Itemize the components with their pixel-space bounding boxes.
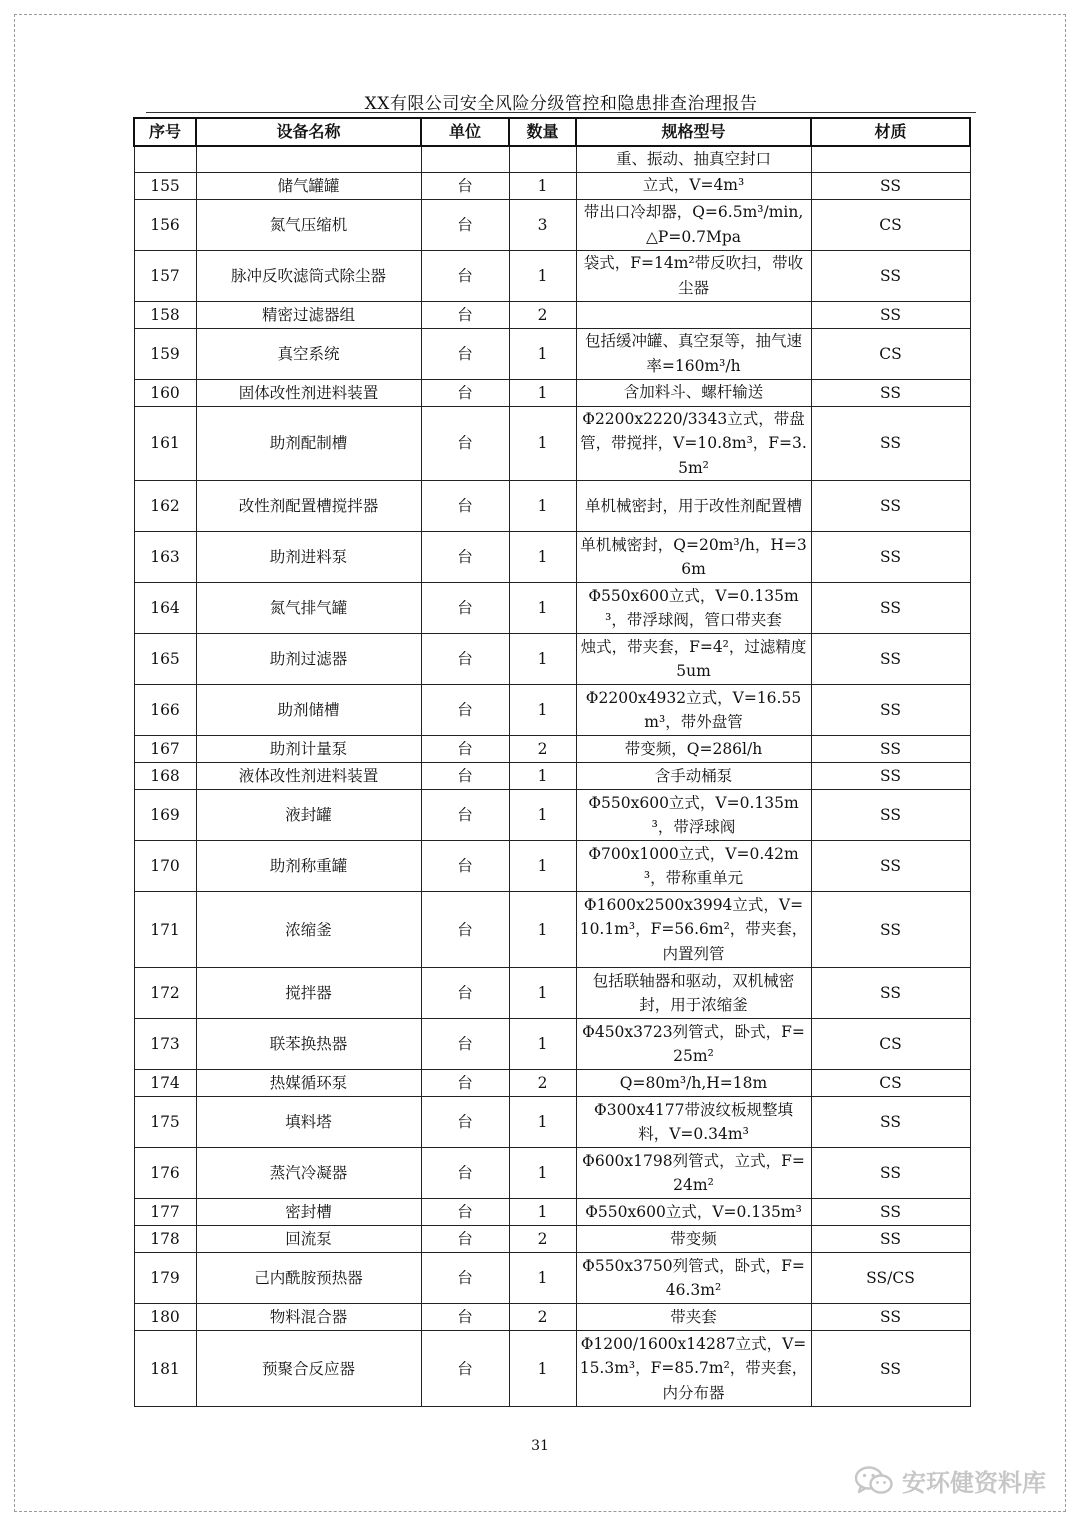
- row-no: 162: [134, 481, 196, 532]
- row-quantity: 2: [509, 1304, 576, 1331]
- row-no: 164: [134, 583, 196, 634]
- row-equipment-name: 预聚合反应器: [196, 1331, 421, 1407]
- row-no: 167: [134, 736, 196, 763]
- row-spec: 单机械密封，用于改性剂配置槽: [576, 481, 811, 532]
- row-spec: Φ1600x2500x3994立式，V=10.1m³，F=56.6m²，带夹套，内置列管: [576, 892, 811, 968]
- table-row: [134, 481, 970, 532]
- row-spec: Φ2200x4932立式，V=16.55m³，带外盘管: [576, 685, 811, 736]
- row-unit: 台: [421, 634, 509, 685]
- row-spec: Φ300x4177带波纹板规整填料，V=0.34m³: [576, 1097, 811, 1148]
- col-header-no: 序号: [134, 118, 196, 146]
- row-material: SS: [811, 763, 970, 790]
- row-no: 158: [134, 301, 196, 328]
- row-equipment-name: 蒸汽冷凝器: [196, 1148, 421, 1199]
- row-quantity: 1: [509, 968, 576, 1019]
- row-material: SS: [811, 301, 970, 328]
- row-no: 174: [134, 1070, 196, 1097]
- row-no: 172: [134, 968, 196, 1019]
- row-material: SS: [811, 968, 970, 1019]
- row-material: SS: [811, 1331, 970, 1407]
- row-unit: 台: [421, 841, 509, 892]
- row-spec: Φ550x600立式，V=0.135m³: [576, 1199, 811, 1226]
- row-no: 179: [134, 1253, 196, 1304]
- table-row: [134, 1331, 970, 1407]
- table-row: [134, 968, 970, 1019]
- row-no: 156: [134, 199, 196, 250]
- row-equipment-name: 真空系统: [196, 328, 421, 379]
- watermark-text: 安环健资料库: [902, 1469, 1046, 1497]
- row-spec: 带出口冷却器，Q=6.5m³/min,△P=0.7Mpa: [576, 199, 811, 250]
- row-material: SS: [811, 532, 970, 583]
- equipment-table: [133, 117, 971, 1407]
- table-row: [134, 685, 970, 736]
- table-row: [134, 790, 970, 841]
- row-material: SS: [811, 1097, 970, 1148]
- table-row: [134, 250, 970, 301]
- table-row: [134, 379, 970, 406]
- row-spec: Φ600x1798列管式，立式，F=24m²: [576, 1148, 811, 1199]
- document-title: XX有限公司安全风险分级管控和隐患排查治理报告: [364, 94, 758, 114]
- row-material: SS: [811, 583, 970, 634]
- row-material: SS: [811, 250, 970, 301]
- table-row: [134, 1070, 970, 1097]
- table-row: [134, 841, 970, 892]
- row-quantity: 2: [509, 1070, 576, 1097]
- row-spec: 单机械密封，Q=20m³/h，H=36m: [576, 532, 811, 583]
- row-unit: [421, 146, 509, 172]
- row-equipment-name: [196, 146, 421, 172]
- col-header-name: 设备名称: [196, 118, 421, 146]
- row-quantity: 1: [509, 634, 576, 685]
- table-row: [134, 146, 970, 172]
- row-no: 175: [134, 1097, 196, 1148]
- row-equipment-name: 搅拌器: [196, 968, 421, 1019]
- row-quantity: 1: [509, 379, 576, 406]
- row-no: 180: [134, 1304, 196, 1331]
- row-unit: 台: [421, 379, 509, 406]
- row-unit: 台: [421, 1331, 509, 1407]
- row-quantity: 2: [509, 301, 576, 328]
- row-quantity: 1: [509, 481, 576, 532]
- row-unit: 台: [421, 328, 509, 379]
- table-row: [134, 583, 970, 634]
- row-unit: 台: [421, 172, 509, 199]
- row-material: SS: [811, 790, 970, 841]
- row-no: 181: [134, 1331, 196, 1407]
- row-quantity: 1: [509, 841, 576, 892]
- row-spec: 带变频: [576, 1226, 811, 1253]
- row-equipment-name: 密封槽: [196, 1199, 421, 1226]
- row-no: 155: [134, 172, 196, 199]
- row-quantity: 1: [509, 763, 576, 790]
- row-quantity: 1: [509, 250, 576, 301]
- row-spec: 烛式，带夹套，F=4²，过滤精度5um: [576, 634, 811, 685]
- table-row: [134, 1019, 970, 1070]
- table-row: [134, 172, 970, 199]
- row-unit: 台: [421, 1199, 509, 1226]
- row-material: SS: [811, 1199, 970, 1226]
- row-equipment-name: 液体改性剂进料装置: [196, 763, 421, 790]
- row-equipment-name: 联苯换热器: [196, 1019, 421, 1070]
- row-unit: 台: [421, 199, 509, 250]
- table-row: [134, 328, 970, 379]
- col-header-material: 材质: [811, 118, 970, 146]
- row-unit: 台: [421, 1226, 509, 1253]
- row-quantity: 1: [509, 685, 576, 736]
- row-unit: 台: [421, 1148, 509, 1199]
- row-unit: 台: [421, 892, 509, 968]
- row-quantity: 2: [509, 1226, 576, 1253]
- row-spec: 包括缓冲罐、真空泵等，抽气速率=160m³/h: [576, 328, 811, 379]
- row-equipment-name: 助剂进料泵: [196, 532, 421, 583]
- table-row: [134, 634, 970, 685]
- row-equipment-name: 填料塔: [196, 1097, 421, 1148]
- row-no: 166: [134, 685, 196, 736]
- row-quantity: 2: [509, 736, 576, 763]
- row-unit: 台: [421, 481, 509, 532]
- row-quantity: 1: [509, 892, 576, 968]
- table-row: [134, 736, 970, 763]
- row-unit: 台: [421, 1304, 509, 1331]
- row-equipment-name: 精密过滤器组: [196, 301, 421, 328]
- table-row: [134, 301, 970, 328]
- row-material: SS: [811, 1304, 970, 1331]
- row-equipment-name: 脉冲反吹滤筒式除尘器: [196, 250, 421, 301]
- row-equipment-name: 助剂计量泵: [196, 736, 421, 763]
- row-equipment-name: 助剂过滤器: [196, 634, 421, 685]
- row-unit: 台: [421, 968, 509, 1019]
- row-spec: 带变频，Q=286l/h: [576, 736, 811, 763]
- row-quantity: 1: [509, 1148, 576, 1199]
- row-no: 178: [134, 1226, 196, 1253]
- row-spec: Φ550x600立式，V=0.135m³，带浮球阀: [576, 790, 811, 841]
- row-no: 170: [134, 841, 196, 892]
- wechat-icon: [854, 1465, 894, 1497]
- row-material: CS: [811, 1070, 970, 1097]
- row-no: 171: [134, 892, 196, 968]
- row-spec: 袋式，F=14m²带反吹扫，带收尘器: [576, 250, 811, 301]
- row-equipment-name: 热媒循环泵: [196, 1070, 421, 1097]
- table-row: [134, 1253, 970, 1304]
- row-material: SS: [811, 379, 970, 406]
- row-material: SS: [811, 736, 970, 763]
- row-equipment-name: 助剂配制槽: [196, 406, 421, 481]
- row-spec: Φ450x3723列管式，卧式，F=25m²: [576, 1019, 811, 1070]
- row-material: SS: [811, 406, 970, 481]
- row-material: SS/CS: [811, 1253, 970, 1304]
- row-spec: 重、振动、抽真空封口: [576, 146, 811, 172]
- row-quantity: 1: [509, 406, 576, 481]
- row-material: SS: [811, 685, 970, 736]
- row-equipment-name: 己内酰胺预热器: [196, 1253, 421, 1304]
- row-equipment-name: 浓缩釜: [196, 892, 421, 968]
- row-unit: 台: [421, 763, 509, 790]
- row-no: 169: [134, 790, 196, 841]
- row-spec: Φ550x600立式，V=0.135m³，带浮球阀，管口带夹套: [576, 583, 811, 634]
- row-unit: 台: [421, 685, 509, 736]
- row-no: [134, 146, 196, 172]
- row-unit: 台: [421, 406, 509, 481]
- row-no: 161: [134, 406, 196, 481]
- row-material: CS: [811, 328, 970, 379]
- row-unit: 台: [421, 532, 509, 583]
- row-spec: Φ700x1000立式，V=0.42m³，带称重单元: [576, 841, 811, 892]
- row-unit: 台: [421, 250, 509, 301]
- row-no: 159: [134, 328, 196, 379]
- row-unit: 台: [421, 1097, 509, 1148]
- row-no: 160: [134, 379, 196, 406]
- table-row: [134, 1226, 970, 1253]
- table-row: [134, 892, 970, 968]
- row-spec: 带夹套: [576, 1304, 811, 1331]
- row-quantity: [509, 146, 576, 172]
- row-no: 168: [134, 763, 196, 790]
- row-unit: 台: [421, 583, 509, 634]
- row-no: 173: [134, 1019, 196, 1070]
- row-equipment-name: 物料混合器: [196, 1304, 421, 1331]
- row-quantity: 1: [509, 1097, 576, 1148]
- row-unit: 台: [421, 1253, 509, 1304]
- row-no: 157: [134, 250, 196, 301]
- row-equipment-name: 储气罐罐: [196, 172, 421, 199]
- row-material: SS: [811, 1226, 970, 1253]
- row-spec: Φ2200x2220/3343立式，带盘管，带搅拌，V=10.8m³，F=3.5m²: [576, 406, 811, 481]
- page-number: 31: [531, 1438, 549, 1454]
- col-header-spec: 规格型号: [576, 118, 811, 146]
- table-row: [134, 1199, 970, 1226]
- row-equipment-name: 液封罐: [196, 790, 421, 841]
- table-row: [134, 1148, 970, 1199]
- table-row: [134, 1097, 970, 1148]
- col-header-qty: 数量: [509, 118, 576, 146]
- row-quantity: 1: [509, 328, 576, 379]
- row-no: 177: [134, 1199, 196, 1226]
- row-spec: [576, 301, 811, 328]
- row-no: 165: [134, 634, 196, 685]
- row-spec: 含手动桶泵: [576, 763, 811, 790]
- row-no: 163: [134, 532, 196, 583]
- row-unit: 台: [421, 736, 509, 763]
- table-header-row: [134, 118, 970, 146]
- row-spec: 包括联轴器和驱动，双机械密封，用于浓缩釜: [576, 968, 811, 1019]
- row-quantity: 1: [509, 1331, 576, 1407]
- row-unit: 台: [421, 1019, 509, 1070]
- row-equipment-name: 助剂储槽: [196, 685, 421, 736]
- row-quantity: 1: [509, 1019, 576, 1070]
- row-material: SS: [811, 892, 970, 968]
- row-spec: 立式，V=4m³: [576, 172, 811, 199]
- table-row: [134, 763, 970, 790]
- table-row: [134, 199, 970, 250]
- row-equipment-name: 回流泵: [196, 1226, 421, 1253]
- watermark: [854, 1463, 1046, 1498]
- row-equipment-name: 助剂称重罐: [196, 841, 421, 892]
- row-unit: 台: [421, 301, 509, 328]
- row-material: CS: [811, 199, 970, 250]
- row-equipment-name: 固体改性剂进料装置: [196, 379, 421, 406]
- row-quantity: 1: [509, 1253, 576, 1304]
- col-header-unit: 单位: [421, 118, 509, 146]
- row-spec: Φ1200/1600x14287立式，V=15.3m³，F=85.7m²，带夹套，内分布器: [576, 1331, 811, 1407]
- table-body: [134, 146, 970, 1407]
- row-spec: Φ550x3750列管式，卧式，F=46.3m²: [576, 1253, 811, 1304]
- row-equipment-name: 氮气排气罐: [196, 583, 421, 634]
- row-equipment-name: 氮气压缩机: [196, 199, 421, 250]
- table-row: [134, 406, 970, 481]
- row-quantity: 1: [509, 172, 576, 199]
- row-material: SS: [811, 841, 970, 892]
- row-material: SS: [811, 481, 970, 532]
- row-material: CS: [811, 1019, 970, 1070]
- row-quantity: 1: [509, 1199, 576, 1226]
- row-no: 176: [134, 1148, 196, 1199]
- table-row: [134, 532, 970, 583]
- row-equipment-name: 改性剂配置槽搅拌器: [196, 481, 421, 532]
- row-quantity: 1: [509, 532, 576, 583]
- row-spec: Q=80m³/h,H=18m: [576, 1070, 811, 1097]
- row-quantity: 1: [509, 583, 576, 634]
- row-spec: 含加料斗、螺杆输送: [576, 379, 811, 406]
- row-quantity: 1: [509, 790, 576, 841]
- row-material: SS: [811, 1148, 970, 1199]
- row-material: SS: [811, 634, 970, 685]
- row-quantity: 3: [509, 199, 576, 250]
- title-underline: [146, 112, 976, 113]
- row-unit: 台: [421, 790, 509, 841]
- table-row: [134, 1304, 970, 1331]
- row-unit: 台: [421, 1070, 509, 1097]
- row-material: SS: [811, 172, 970, 199]
- row-material: [811, 146, 970, 172]
